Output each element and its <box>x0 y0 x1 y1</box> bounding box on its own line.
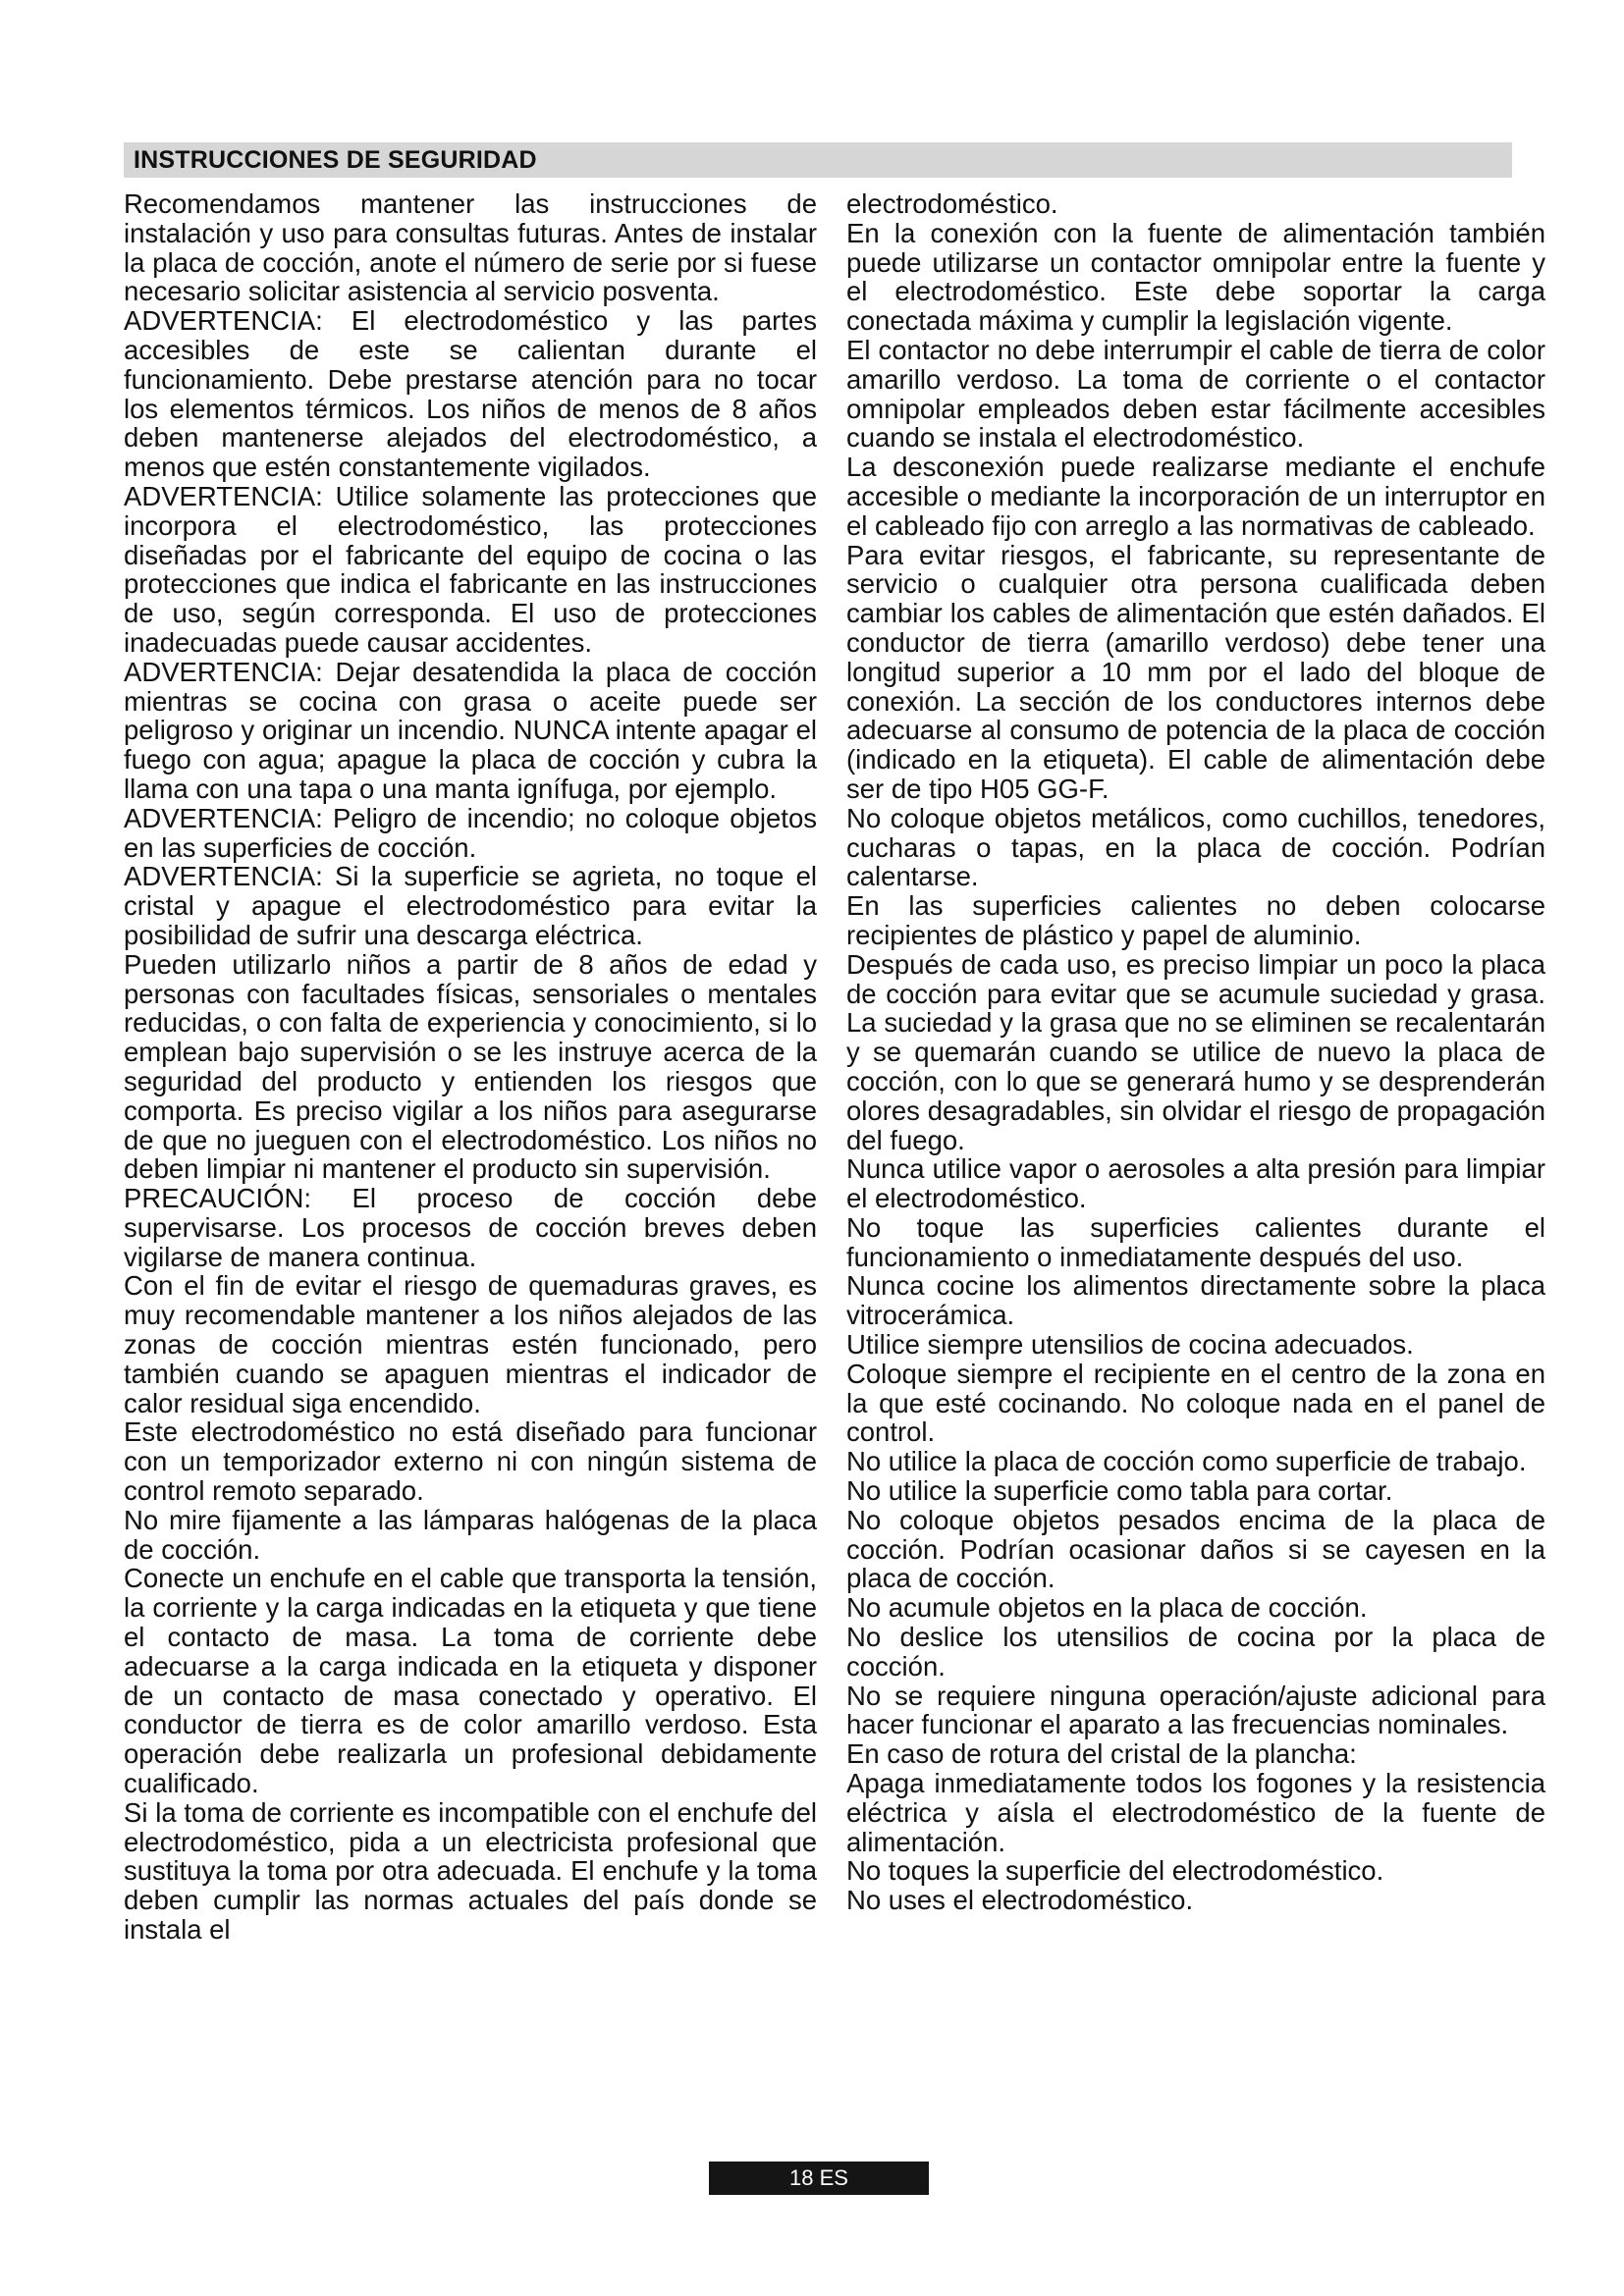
paragraph: Coloque siempre el recipiente en el centro de la zona en la que esté cocinando. No coloque nada en el panel de control. <box>846 1358 1545 1448</box>
paragraph: No utilice la superficie como tabla para cortar. <box>846 1475 1393 1507</box>
paragraph: Si la toma de corriente es incompatible con el enchufe del electrodoméstico, pida a un electricista profesional que sustituya la toma por otra adecuada. El enchufe y la toma deben cumplir las normas actuales del país donde se instala el <box>124 1796 817 1946</box>
paragraph: Para evitar riesgos, el fabricante, su representante de servicio o cualquier otra persona cualificada deben cambiar los cables de alimentación que estén dañados. El conductor de tierra (amarillo verdoso) debe tener una longitud superior a 10 mm por el lado del bloque de conexión. La sección de los conductores internos debe adecuarse al consumo de potencia de la placa de cocción (indicado en la etiqueta). El cable de alimentación debe ser de tipo H05 GG-F. <box>846 539 1545 804</box>
paragraph: electrodoméstico. <box>846 188 1058 219</box>
paragraph: No mire fijamente a las lámparas halógenas de la placa de cocción. <box>124 1504 817 1565</box>
paragraph: En las superficies calientes no deben colocarse recipientes de plástico y papel de aluminio. <box>846 890 1545 950</box>
paragraph: No se requiere ninguna operación/ajuste adicional para hacer funcionar el aparato a las frecuencias nominales. <box>846 1680 1545 1740</box>
paragraph: No utilice la placa de cocción como superficie de trabajo. <box>846 1446 1527 1477</box>
paragraph: Apaga inmediatamente todos los fogones y la resistencia eléctrica y aísla el electrodoméstico de la fuente de alimentación. <box>846 1768 1545 1857</box>
paragraph: No toques la superficie del electrodoméstico. <box>846 1855 1384 1887</box>
section-header-bar <box>124 142 1512 178</box>
page-number: 18 ES <box>789 2165 848 2190</box>
paragraph: Después de cada uso, es preciso limpiar un poco la placa de cocción para evitar que se acumule suciedad y grasa. La suciedad y la grasa que no se eliminen se recalentarán y se quemarán cuando se utilice de nuevo la placa de cocción, con lo que se generará humo y se desprenderán olores desagradables, sin olvidar el riesgo de propagación del fuego. <box>846 948 1545 1155</box>
paragraph: Con el fin de evitar el riesgo de quemaduras graves, es muy recomendable mantener a los niños alejados de las zonas de cocción mientras estén funcionado, pero también cuando se apaguen mientras el indicador de calor residual siga encendido. <box>124 1270 817 1418</box>
right-column <box>846 189 1545 1915</box>
paragraph: ADVERTENCIA: Si la superficie se agrieta, no toque el cristal y apague el electrodoméstico para evitar la posibilidad de sufrir una descarga eléctrica. <box>124 861 817 950</box>
paragraph: No coloque objetos metálicos, como cuchillos, tenedores, cucharas o tapas, en la placa de cocción. Podrían calentarse. <box>846 802 1545 892</box>
paragraph: No coloque objetos pesados encima de la placa de cocción. Podrían ocasionar daños si se cayesen en la placa de cocción. <box>846 1504 1545 1594</box>
paragraph: En caso de rotura del cristal de la plancha: <box>846 1738 1357 1770</box>
paragraph: Conecte un enchufe en el cable que transporta la tensión, la corriente y la carga indicadas en la etiqueta y que tiene el contacto de masa. La toma de corriente debe adecuarse a la carga indicada en la etiqueta y disponer de un contacto de masa conectado y operativo. El conductor de tierra es de color amarillo verdoso. Esta operación debe realizarla un profesional debidamente cualificado. <box>124 1563 817 1799</box>
paragraph: En la conexión con la fuente de alimentación también puede utilizarse un contactor omnipolar entre la fuente y el electrodoméstico. Este debe soportar la carga conectada máxima y cumplir la legislación vigente. <box>846 217 1545 337</box>
paragraph: La desconexión puede realizarse mediante el enchufe accesible o mediante la incorporación de un interruptor en el cableado fijo con arreglo a las normativas de cableado. <box>846 452 1545 541</box>
paragraph: Nunca cocine los alimentos directamente sobre la placa vitrocerámica. <box>846 1270 1545 1331</box>
paragraph: ADVERTENCIA: Peligro de incendio; no coloque objetos en las superficies de cocción. <box>124 802 817 863</box>
paragraph: No deslice los utensilios de cocina por la placa de cocción. <box>846 1622 1545 1682</box>
section-title: INSTRUCCIONES DE SEGURIDAD <box>134 146 537 174</box>
paragraph: PRECAUCIÓN: El proceso de cocción debe supervisarse. Los procesos de cocción breves deben vigilarse de manera continua. <box>124 1183 817 1272</box>
paragraph: Este electrodoméstico no está diseñado para funcionar con un temporizador externo ni con ningún sistema de control remoto separado. <box>124 1416 817 1507</box>
paragraph: ADVERTENCIA: El electrodoméstico y las partes accesibles de este se calientan durante el funcionamiento. Debe prestarse atención para no tocar los elementos térmicos. Los niños de menos de 8 años deben mantenerse alejados del electrodoméstico, a menos que estén constantemente vigilados. <box>124 305 817 483</box>
left-column <box>124 189 817 1945</box>
paragraph: Nunca utilice vapor o aerosoles a alta presión para limpiar el electrodoméstico. <box>846 1153 1545 1214</box>
paragraph: Pueden utilizarlo niños a partir de 8 años de edad y personas con facultades físicas, sensoriales o mentales reducidas, o con falta de experiencia y conocimiento, si lo emplean bajo supervisión o se les instruye acerca de la seguridad del producto y entienden los riesgos que comporta. Es preciso vigilar a los niños para asegurarse de que no jueguen con el electrodoméstico. Los niños no deben limpiar ni mantener el producto sin supervisión. <box>124 948 817 1185</box>
paragraph: No acumule objetos en la placa de cocción. <box>846 1592 1368 1624</box>
paragraph: El contactor no debe interrumpir el cable de tierra de color amarillo verdoso. La toma de corriente o el contactor omnipolar empleados deben estar fácilmente accesibles cuando se instala el electrodoméstico. <box>846 334 1545 454</box>
paragraph: ADVERTENCIA: Utilice solamente las protecciones que incorpora el electrodoméstico, las protecciones diseñadas por el fabricante del equipo de cocina o las protecciones que indica el fabricante en las instrucciones de uso, según corresponda. El uso de protecciones inadecuadas puede causar accidentes. <box>124 480 817 658</box>
paragraph: No uses el electrodoméstico. <box>846 1885 1194 1916</box>
page-number-box <box>709 2162 929 2195</box>
paragraph: Recomendamos mantener las instrucciones de instalación y uso para consultas futuras. Antes de instalar la placa de cocción, anote el número de serie por si fuese necesario solicitar asistencia al servicio posventa. <box>124 188 817 307</box>
paragraph: No toque las superficies calientes durante el funcionamiento o inmediatamente después del uso. <box>846 1211 1545 1272</box>
paragraph: Utilice siempre utensilios de cocina adecuados. <box>846 1329 1414 1361</box>
paragraph: ADVERTENCIA: Dejar desatendida la placa de cocción mientras se cocina con grasa o aceite puede ser peligroso y originar un incendio. NUNCA intente apagar el fuego con agua; apague la placa de cocción y cubra la llama con una tapa o una manta ignífuga, por ejemplo. <box>124 656 817 804</box>
